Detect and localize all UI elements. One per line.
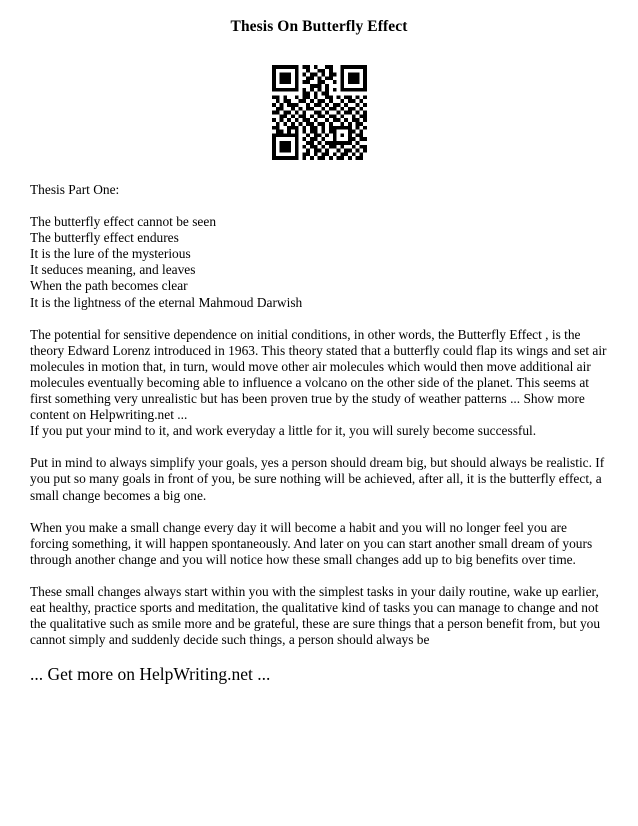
paragraph: These small changes always start within you with the simplest tasks in your daily routine, wake up earlier, eat healthy, practice sports and meditation, the qualitative kind of tasks you can manage to change and not the qualitative such as smile more and be grateful, these are sure things that a person benefit from, but you cannot simply and suddenly decide such things, a person should always be <box>30 583 601 648</box>
poem-line: When the path becomes clear <box>30 278 188 294</box>
paragraph-text: The potential for sensitive dependence on initial conditions, in other words, the Butterfly Effect , is the theory Edward Lorenz introduced in 1963. This theory stated that a butterfly could flap its wings and set air molecules in motion that, in turn, would move other air molecules which would then move additional air molecules eventually becoming able to influence a volcano on the other side of the planet. This seems at first something very unrealistic but has been proven true by the study of weather patterns ... Show more content on Helpwriting.net ... <box>30 326 607 423</box>
poem-line: It is the lure of the mysterious <box>30 246 191 262</box>
document-body <box>30 182 608 685</box>
qr-code-image <box>272 65 367 160</box>
poem-line: It is the lightness of the eternal Mahmoud Darwish <box>30 294 303 310</box>
poem-line: The butterfly effect cannot be seen <box>30 214 217 230</box>
poem <box>30 214 608 311</box>
page-title: Thesis On Butterfly Effect <box>230 18 408 35</box>
section-heading: Thesis Part One: <box>30 182 120 197</box>
paragraph: When you make a small change every day it will become a habit and you will no longer feel you are forcing something, it will happen spontaneously. And later on you can start another small dream of yours through another change and you will notice how these small changes add up to big benefits over time. <box>30 519 593 567</box>
poem-line: The butterfly effect endures <box>30 230 179 246</box>
qr-code <box>0 65 638 160</box>
paragraph: Put in mind to always simplify your goals, yes a person should dream big, but should always be realistic. If you put so many goals in front of you, be sure nothing will be achieved, after all, it is the butterfly effect, a small change becomes a big one. <box>30 455 605 503</box>
footer-promo-text: ... Get more on HelpWriting.net ... <box>30 664 271 685</box>
paragraph <box>30 327 608 440</box>
poem-line: It seduces meaning, and leaves <box>30 262 196 278</box>
paragraph-text: If you put your mind to it, and work everyday a little for it, you will surely become successful. <box>30 423 537 439</box>
